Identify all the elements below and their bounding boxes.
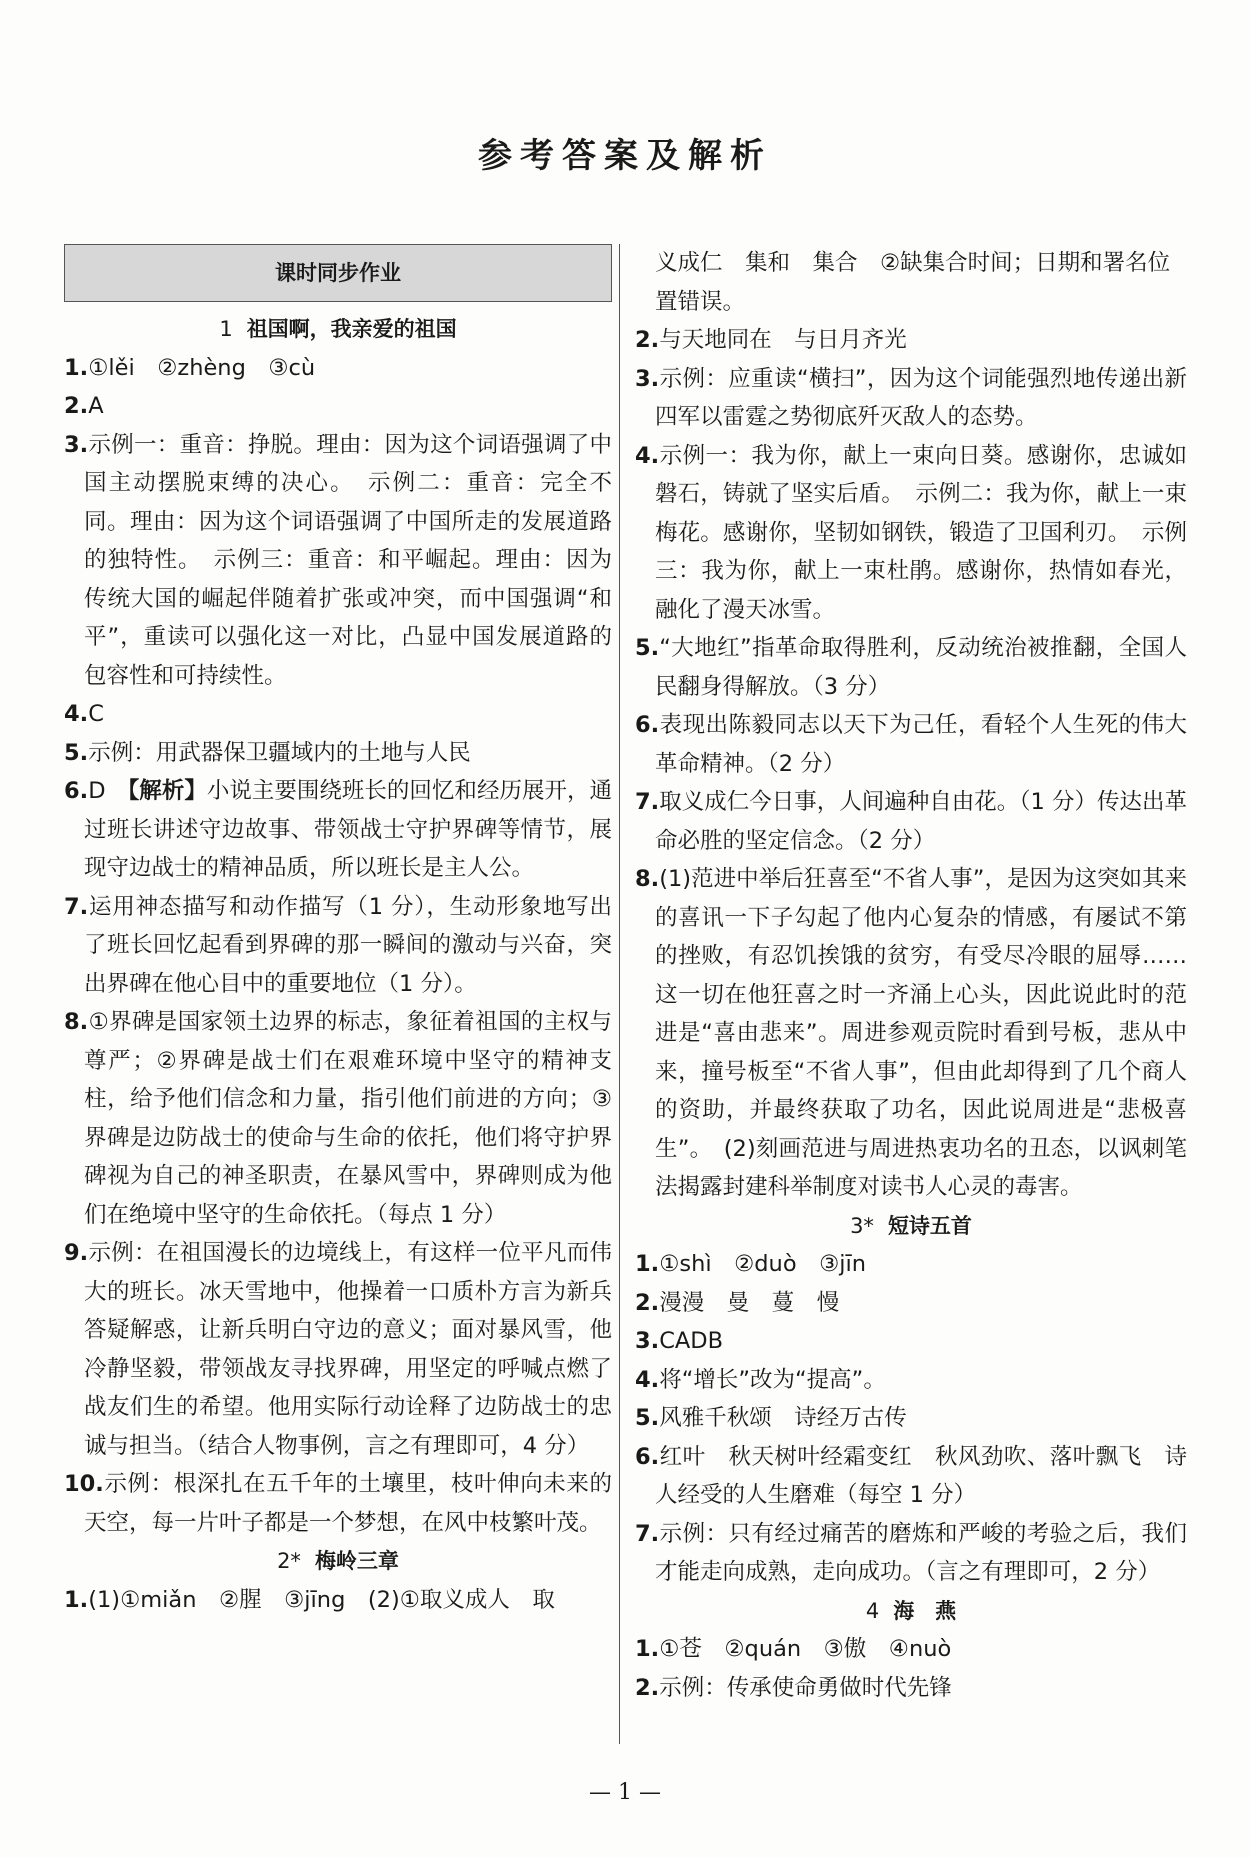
lesson-name: 祖国啊，我亲爱的祖国 — [246, 317, 457, 341]
question-number: 2. — [635, 1674, 660, 1701]
lesson-number: 2* — [277, 1549, 301, 1573]
answer-text: 示例一：重音：挣脱。理由：因为这个词语强调了中国主动摆脱束缚的决心。 示例二：重音：完全不同。理由：因为这个词语强调了中国所走的发展道路的独特性。 示例三：重音：和平崛起。理由：因为传统大国的崛起伴随着扩张或冲突，而中国强调“和平”，重读可以强化这一对比，凸显中国发展道路的包容性和可持续性。 — [84, 431, 612, 689]
question-number: 3. — [635, 1328, 660, 1354]
answer-item — [64, 695, 612, 734]
answer-item — [635, 860, 1187, 1207]
answer-continuation: 义成仁 集和 集合 ②缺集合时间；日期和署名位置错误。 — [655, 250, 1171, 315]
answer-text: 表现出陈毅同志以天下为己任，看轻个人生死的伟大革命精神。（2 分） — [655, 712, 1187, 777]
question-number: 1. — [64, 1586, 89, 1613]
question-number: 3. — [635, 365, 660, 392]
lesson-number: 3* — [850, 1213, 874, 1238]
question-number: 4. — [64, 701, 89, 727]
answer-text: A — [88, 393, 104, 419]
right-column — [635, 244, 1187, 1707]
question-number: 2. — [64, 393, 89, 419]
question-number: 1. — [635, 1636, 660, 1662]
answer-item — [635, 1438, 1187, 1515]
answer-item — [635, 783, 1187, 860]
question-number: 10. — [64, 1471, 104, 1497]
answer-item — [64, 772, 612, 888]
answer-text: 示例：在祖国漫长的边境线上，有这样一位平凡而伟大的班长。冰天雪地中，他操着一口质朴方言为新兵答疑解惑，让新兵明白守边的意义；面对暴风雪，他冷静坚毅，带领战友寻找界碑，用坚定的呼喊点燃了战友们生的希望。他用实际行动诠释了边防战士的忠诚与担当。（结合人物事例，言之有理即可，4 分） — [84, 1240, 612, 1459]
page-title: 参考答案及解析 — [478, 136, 772, 176]
lesson-number: 4 — [865, 1598, 880, 1623]
lesson-number: 1 — [219, 317, 233, 341]
answer-item — [635, 321, 1187, 360]
question-number: 6. — [635, 1443, 660, 1470]
question-number: 7. — [635, 1520, 660, 1547]
answer-item — [635, 1515, 1187, 1592]
answer-item — [635, 1284, 1187, 1323]
question-number: 6. — [635, 712, 660, 738]
answer-text: 与天地同在 与日月齐光 — [659, 327, 907, 353]
answer-text: “大地红”指革命取得胜利，反动统治被推翻，全国人民翻身得解放。（3 分） — [655, 635, 1187, 700]
question-number: 8. — [635, 866, 660, 892]
answer-text: 小说主要围绕班长的回忆和经历展开，通过班长讲述守边故事、带领战士守护界碑等情节，展现守边战士的精神品质，所以班长是主人公。 — [84, 778, 612, 881]
question-number: 4. — [635, 442, 660, 469]
question-number: 1. — [635, 1251, 660, 1277]
answer-text: 红叶 秋天树叶经霜变红 秋风劲吹、落叶飘飞 诗人经受的人生磨难（每空 1 分） — [655, 1443, 1187, 1508]
answer-text: 示例：应重读“横扫”，因为这个词能强烈地传递出新四军以雷霆之势彻底歼灭敌人的态势。 — [655, 365, 1187, 430]
answer-text: C — [88, 701, 104, 727]
answer-item — [635, 1669, 1187, 1708]
answer-item — [64, 387, 612, 426]
answer-item — [635, 1322, 1187, 1361]
answer-text: 将“增长”改为“提高”。 — [659, 1366, 886, 1393]
answer-item — [64, 888, 612, 1004]
analysis-label: 【解析】 — [128, 778, 207, 804]
answer-item — [635, 1245, 1187, 1284]
answer-text: ①苍 ②quán ③傲 ④nuò — [659, 1636, 952, 1662]
answer-item — [635, 1630, 1187, 1669]
question-number: 9. — [64, 1240, 89, 1266]
left-column — [64, 244, 612, 1619]
question-number: 2. — [635, 327, 660, 353]
question-number: 5. — [64, 739, 89, 766]
answer-item — [635, 629, 1187, 706]
question-number: 5. — [635, 635, 660, 661]
answer-item — [64, 426, 612, 696]
answer-text: 示例：根深扎在五千年的土壤里，枝叶伸向未来的天空，每一片叶子都是一个梦想，在风中枝繁叶茂。 — [84, 1471, 612, 1536]
answer-item — [635, 360, 1187, 437]
column-divider — [619, 244, 620, 1744]
lesson-name: 梅岭三章 — [314, 1549, 399, 1573]
question-number: 1. — [64, 354, 89, 381]
question-number: 2. — [635, 1289, 660, 1316]
answer-text: ①界碑是国家领土边界的标志，象征着祖国的主权与尊严；②界碑是战士们在艰难环境中坚守的精神支柱，给予他们信念和力量，指引他们前进的方向；③界碑是边防战士的使命与生命的依托，他们将守护界碑视为自己的神圣职责，在暴风雪中，界碑则成为他们在绝境中坚守的生命依托。（每点 1 分） — [84, 1009, 613, 1228]
lesson-title — [64, 1542, 612, 1581]
answer-item — [64, 1581, 612, 1620]
answer-text: 示例：只有经过痛苦的磨炼和严峻的考验之后，我们才能走向成熟，走向成功。（言之有理即可，2 分） — [655, 1520, 1187, 1585]
answer-item — [635, 437, 1187, 630]
answer-text: 运用神态描写和动作描写（1 分），生动形象地写出了班长回忆起看到界碑的那一瞬间的激动与兴奋，突出界碑在他心目中的重要地位（1 分）。 — [84, 893, 612, 997]
answer-item — [635, 1399, 1187, 1438]
question-number: 5. — [635, 1405, 660, 1431]
answer-item — [64, 1465, 612, 1542]
answer-text: CADB — [659, 1328, 724, 1354]
question-number: 7. — [64, 893, 89, 920]
question-number: 8. — [64, 1009, 89, 1035]
answer-text: 示例：用武器保卫疆域内的土地与人民 — [88, 739, 471, 766]
answer-item — [64, 349, 612, 388]
question-number: 3. — [64, 431, 89, 458]
answer-item — [635, 1361, 1187, 1400]
question-number: 4. — [635, 1366, 660, 1393]
answer-text: 漫漫 曼 蔓 慢 — [659, 1289, 840, 1316]
answer-choice: D — [88, 778, 129, 804]
answer-item — [64, 734, 612, 773]
lesson-name: 短诗五首 — [887, 1213, 972, 1238]
answer-text: 取义成仁今日事，人间遍种自由花。（1 分）传达出革命必胜的坚定信念。（2 分） — [655, 789, 1187, 854]
answer-text: ①shì ②duò ③jīn — [659, 1251, 867, 1277]
answer-item — [64, 1234, 612, 1465]
answer-text: (1)范进中举后狂喜至“不省人事”，是因为这突如其来的喜讯一下子勾起了他内心复杂的情感，有屡试不第的挫败，有忍饥挨饿的贫穷，有受尽冷眼的屈辱……这一切在他狂喜之时一齐涌上心头，因此说此时的范进是“喜由悲来”。周进参观贡院时看到号板，悲从中来，撞号板至“不省人事”，但由此却得到了几个商人的资助，并最终获取了功名，因此说周进是“悲极喜生”。 (2)刻画范进与周进热衷功名的丑态，以讽刺笔法揭露封建科举制度对读书人心灵的毒害。 — [655, 866, 1187, 1200]
question-number: 7. — [635, 789, 660, 815]
lesson-name: 海 燕 — [893, 1598, 957, 1623]
page-number: — 1 — — [589, 1780, 661, 1805]
answer-text: (1)①miǎn ②腥 ③jīng (2)①取义成人 取 — [88, 1586, 555, 1613]
answer-text: 风雅千秋颂 诗经万古传 — [659, 1405, 907, 1431]
answer-text: 示例：传承使命勇做时代先锋 — [659, 1674, 952, 1701]
answer-item — [635, 706, 1187, 783]
section-band: 课时同步作业 — [64, 244, 612, 302]
lesson-title — [64, 310, 612, 349]
answer-item — [64, 1003, 612, 1234]
lesson-title — [635, 1592, 1187, 1631]
answer-text: 示例一：我为你，献上一束向日葵。感谢你，忠诚如磐石，铸就了坚实后盾。 示例二：我为你，献上一束梅花。感谢你，坚韧如钢铁，锻造了卫国利刃。 示例三：我为你，献上一束杜鹃。感谢你，热情如春光，融化了漫天冰雪。 — [655, 442, 1187, 623]
lesson-title — [635, 1207, 1187, 1246]
question-number: 6. — [64, 778, 89, 804]
answer-text: ①lěi ②zhèng ③cù — [88, 354, 316, 381]
